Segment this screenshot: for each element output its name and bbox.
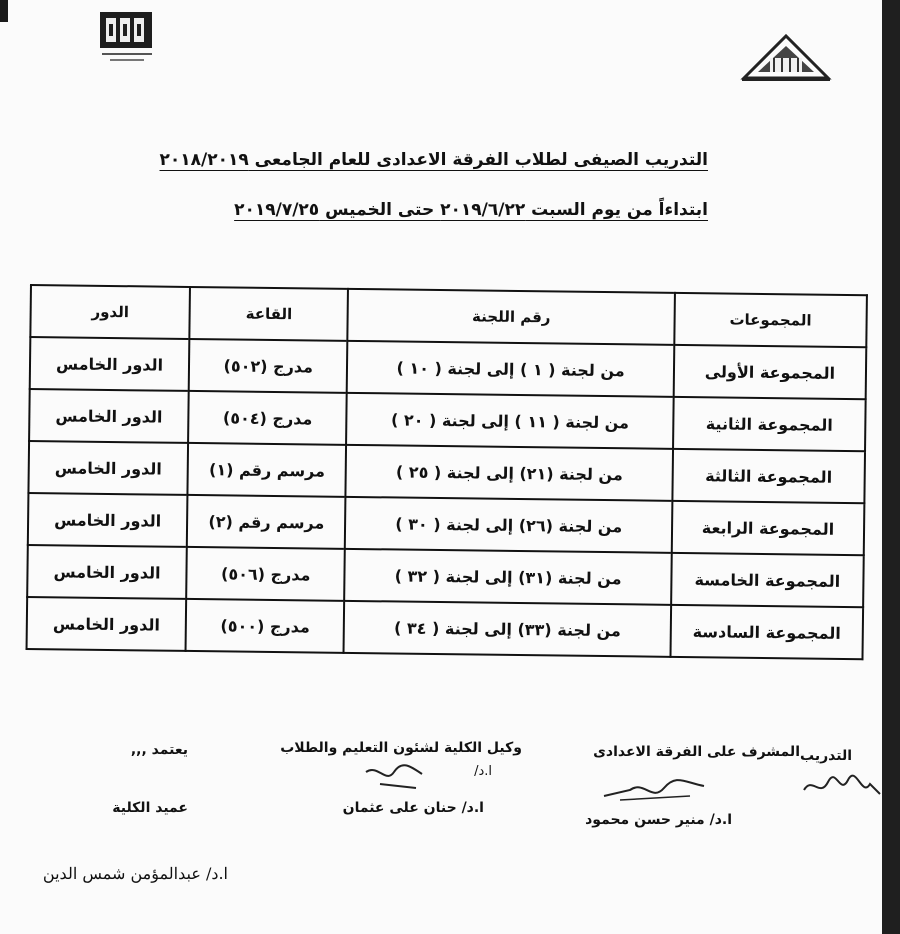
cell-group: المجموعة السادسة [670,605,863,659]
cell-floor: الدور الخامس [28,493,188,547]
vice-dean-name: ا.د/ حنان على عثمان [342,800,484,816]
cell-committee: من لجنة ( ١ ) إلى لجنة ( ١٠ ) [347,341,674,397]
vice-dean-title: وكيل الكلية لشئون التعليم والطلاب [280,740,522,756]
dean-name: ا.د/ عبدالمؤمن شمس الدين [42,864,228,883]
cell-group: المجموعة الخامسة [671,553,864,607]
header-committee: رقم اللجنة [348,289,675,345]
cell-floor: الدور الخامس [27,545,187,599]
faculty-logo [96,10,160,66]
supervisor-signature [600,772,710,808]
cell-floor: الدور الخامس [27,597,187,651]
document-subtitle: ابتداءاً من يوم السبت ٢٠١٩/٦/٢٢ حتى الخميس ٢٠١٩/٧/٢٥ [234,200,708,220]
header-floor: الدور [30,285,190,339]
cell-floor: الدور الخامس [29,389,189,443]
cell-committee: من لجنة ( ١١ ) إلى لجنة ( ٢٠ ) [347,393,674,449]
cell-hall: مدرج (٥٠٢) [189,339,348,393]
schedule-table [26,284,868,660]
cell-hall: مدرج (٥٠٠) [186,599,345,653]
training-signature [800,768,884,808]
document-title: التدريب الصيفى لطلاب الفرقة الاعدادى للعام الجامعى ٢٠١٨/٢٠١٩ [159,150,708,170]
vice-dean-signed-prefix: ا.د/ [474,764,492,779]
training-label: التدريب [800,748,852,764]
cell-committee: من لجنة (٢١) إلى لجنة ( ٢٥ ) [346,445,673,501]
university-logo [740,28,832,82]
cell-group: المجموعة الثانية [673,397,866,451]
cell-group: المجموعة الرابعة [672,501,865,555]
approval-label: يعتمد ,,, [130,742,188,758]
table-row [27,597,864,659]
cell-group: المجموعة الأولى [674,345,867,399]
scan-corner-mark [0,0,8,22]
vice-dean-signature [360,762,430,796]
cell-group: المجموعة الثالثة [672,449,865,503]
header-groups: المجموعات [674,293,867,347]
supervisor-title: المشرف على الفرقة الاعدادى [593,744,800,760]
cell-floor: الدور الخامس [30,337,190,391]
cell-hall: مرسم رقم (٢) [187,495,346,549]
cell-hall: مدرج (٥٠٦) [186,547,345,601]
cell-floor: الدور الخامس [28,441,188,495]
cell-committee: من لجنة (٣٣) إلى لجنة ( ٣٤ ) [344,601,671,657]
cell-hall: مدرج (٥٠٤) [188,391,347,445]
dean-title: عميد الكلية [112,800,188,816]
cell-hall: مرسم رقم (١) [188,443,347,497]
cell-committee: من لجنة (٣١) إلى لجنة ( ٣٢ ) [345,549,672,605]
cell-committee: من لجنة (٢٦) إلى لجنة ( ٣٠ ) [345,497,672,553]
supervisor-name: ا.د/ منير حسن محمود [585,812,732,828]
header-hall: القاعة [189,287,348,341]
scan-edge-shadow [882,0,900,934]
